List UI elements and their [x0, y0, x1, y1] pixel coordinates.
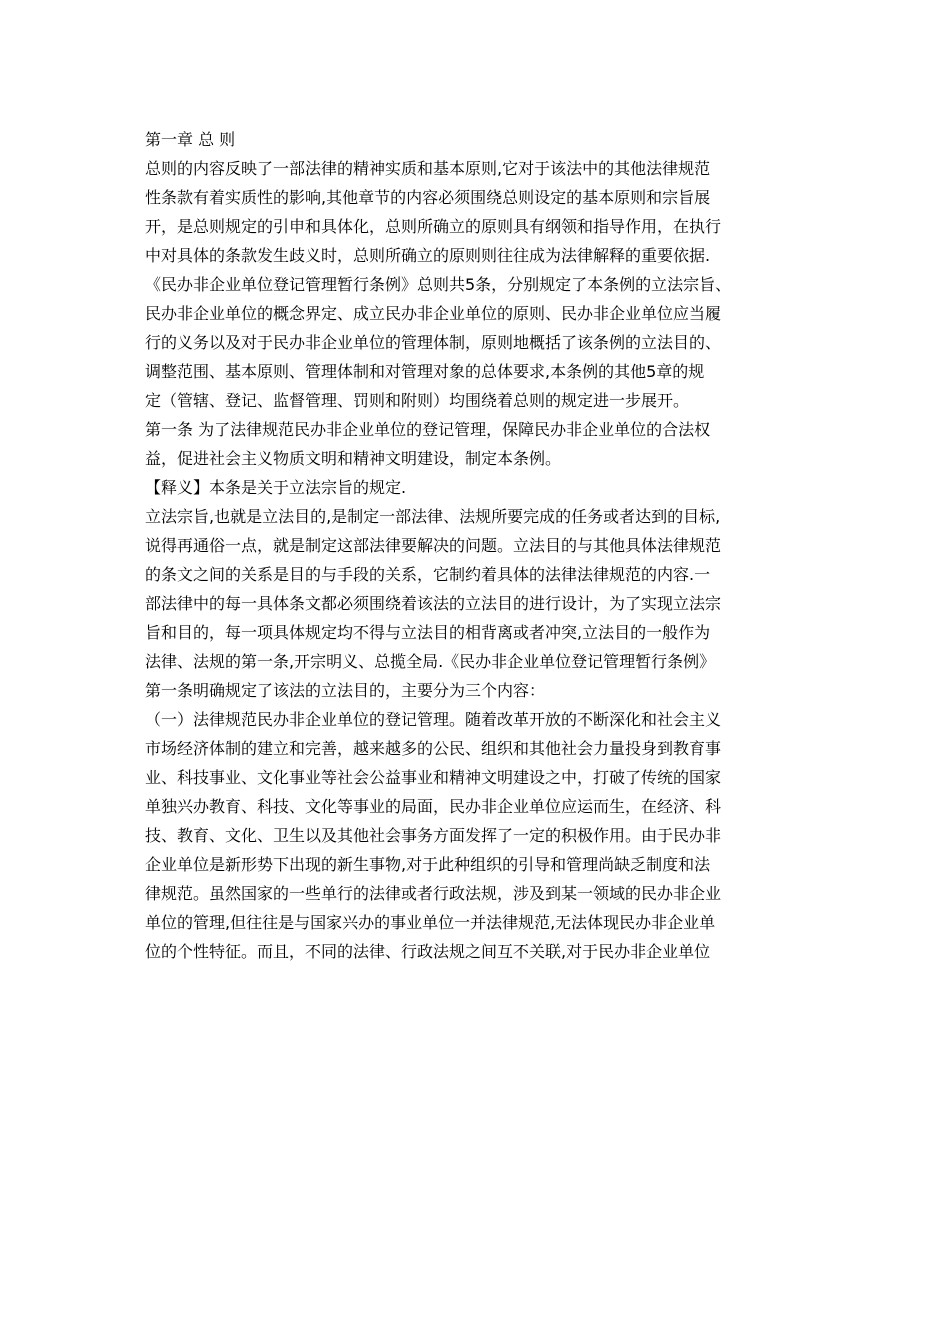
chapter-heading: 第一章 总 则	[145, 130, 236, 149]
text-line: 业、科技事业、文化事业等社会公益事业和精神文明建设之中，打破了传统的国家	[145, 768, 722, 787]
document-page	[145, 125, 815, 966]
text-line: 《民办非企业单位登记管理暂行条例》总则共5条，分别规定了本条例的立法宗旨、	[145, 275, 732, 294]
text-line: 律规范。虽然国家的一些单行的法律或者行政法规，涉及到某一领域的民办非企业	[145, 884, 722, 903]
article-one-line: 益，促进社会主义物质文明和精神文明建设，制定本条例。	[145, 449, 562, 468]
text-line: 开，是总则规定的引申和具体化，总则所确立的原则具有纲领和指导作用，在执行	[145, 217, 722, 236]
text-line: 立法宗旨,也就是立法目的,是制定一部法律、法规所要完成的任务或者达到的目标,	[145, 507, 721, 526]
text-line: 企业单位是新形势下出现的新生事物,对于此种组织的引导和管理尚缺乏制度和法	[145, 855, 711, 874]
text-line: 定（管辖、登记、监督管理、罚则和附则）均围绕着总则的规定进一步展开。	[145, 391, 690, 410]
text-line: 旨和目的，每一项具体规定均不得与立法目的相背离或者冲突,立法目的一般作为	[145, 623, 711, 642]
text-line: 市场经济体制的建立和完善，越来越多的公民、组织和其他社会力量投身到教育事	[145, 739, 722, 758]
text-line: 的条文之间的关系是目的与手段的关系，它制约着具体的法律法律规范的内容.一	[145, 565, 711, 584]
text-line: 总则的内容反映了一部法律的精神实质和基本原则,它对于该法中的其他法律规范	[145, 159, 711, 178]
text-line: 位的个性特征。而且，不同的法律、行政法规之间互不关联,对于民办非企业单位	[145, 942, 711, 961]
text-line: 性条款有着实质性的影响,其他章节的内容必须围绕总则设定的基本原则和宗旨展	[145, 188, 711, 207]
text-line: （一）法律规范民办非企业单位的登记管理。随着改革开放的不断深化和社会主义	[145, 710, 722, 729]
text-line: 第一条明确规定了该法的立法目的，主要分为三个内容：	[145, 681, 546, 700]
text-line: 技、教育、文化、卫生以及其他社会事务方面发挥了一定的积极作用。由于民办非	[145, 826, 722, 845]
text-line: 调整范围、基本原则、管理体制和对管理对象的总体要求,本条例的其他5章的规	[145, 362, 705, 381]
text-line: 单独兴办教育、科技、文化等事业的局面，民办非企业单位应运而生，在经济、科	[145, 797, 722, 816]
text-line: 单位的管理,但往往是与国家兴办的事业单位一并法律规范,无法体现民办非企业单	[145, 913, 716, 932]
text-line: 行的义务以及对于民办非企业单位的管理体制，原则地概括了该条例的立法目的、	[145, 333, 722, 352]
article-one-line: 第一条 为了法律规范民办非企业单位的登记管理，保障民办非企业单位的合法权	[145, 420, 711, 439]
text-line: 民办非企业单位的概念界定、成立民办非企业单位的原则、民办非企业单位应当履	[145, 304, 722, 323]
text-line: 部法律中的每一具体条文都必须围绕着该法的立法目的进行设计，为了实现立法宗	[145, 594, 722, 613]
text-line: 中对具体的条款发生歧义时，总则所确立的原则则往往成为法律解释的重要依据.	[145, 246, 711, 265]
text-line: 说得再通俗一点，就是制定这部法律要解决的问题。立法目的与其他具体法律规范	[145, 536, 722, 555]
interpretation-heading: 【释义】本条是关于立法宗旨的规定.	[145, 478, 407, 497]
text-line: 法律、法规的第一条,开宗明义、总揽全局.《民办非企业单位登记管理暂行条例》	[145, 652, 716, 671]
